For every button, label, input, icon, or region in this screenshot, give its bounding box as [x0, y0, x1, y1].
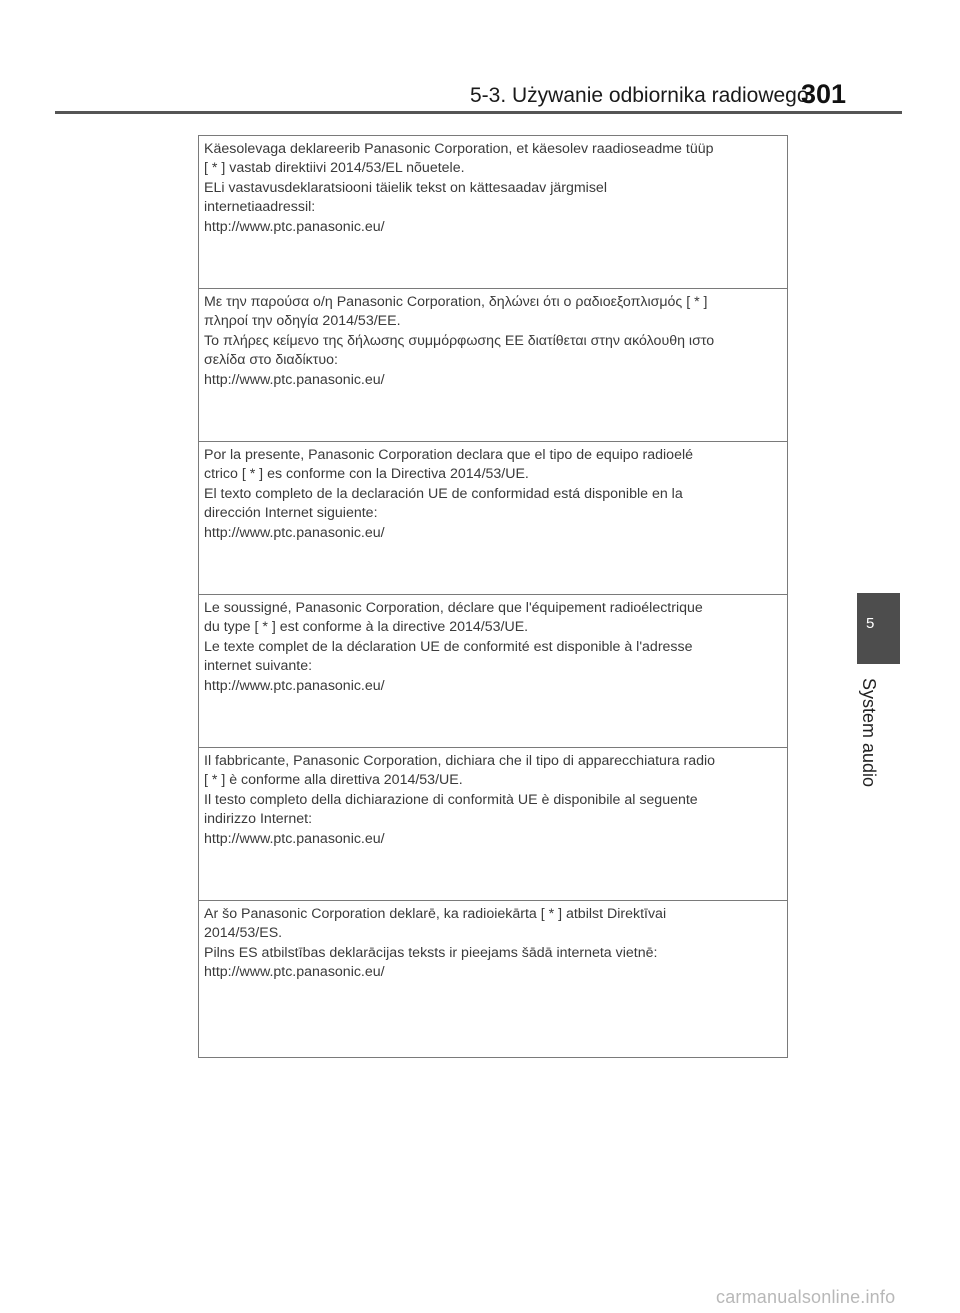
watermark: carmanualsonline.info — [716, 1287, 896, 1307]
page-header-title: 5-3. Używanie odbiornika radiowego — [470, 84, 809, 107]
chapter-number: 5 — [866, 615, 875, 632]
declaration-cell-spanish — [199, 442, 787, 595]
declaration-text: Ar šo Panasonic Corporation deklarē, ka radioiekārta [ * ] atbilst Direktīvai 2014/53/ES. Pilns ES atbilstības deklarācijas teksts ir pieejams šādā interneta vietnē: http://www.ptc.panasonic.eu/ — [204, 906, 667, 981]
page-number: 301 — [801, 79, 847, 109]
declaration-table — [198, 135, 788, 1058]
declaration-text: Le soussigné, Panasonic Corporation, déclare que l'équipement radioélectrique du type [ * ] est conforme à la directive 2014/53/UE. Le texte complet de la déclaration UE de conformité est disponible à l'adresse internet suivante: http://www.ptc.panasonic.eu/ — [204, 600, 703, 694]
chapter-label: System audio — [859, 678, 879, 788]
chapter-tab — [857, 593, 900, 664]
declaration-cell-italian — [199, 748, 787, 901]
declaration-text: Por la presente, Panasonic Corporation declara que el tipo de equipo radioelé ctrico [ * ] es conforme con la Directiva 2014/53/UE. El texto completo de la declaración UE de conformidad está disponible en la dirección Internet siguiente: http://www.ptc.panasonic.eu/ — [204, 447, 694, 541]
declaration-cell-estonian — [199, 136, 787, 289]
header-divider — [55, 111, 902, 114]
declaration-cell-french — [199, 595, 787, 748]
declaration-text: Με την παρούσα ο/η Panasonic Corporation, δηλώνει ότι ο ραδιοεξοπλισμός [ * ] πληροί την οδηγία 2014/53/ΕΕ. Το πλήρες κείμενο της δήλωσης συμμόρφωσης ΕΕ διατίθεται στην ακόλουθη ιστο σελίδα στο διαδίκτυο: http://www.ptc.panasonic.eu/ — [204, 294, 715, 388]
declaration-cell-latvian — [199, 901, 787, 1057]
declaration-text: Käesolevaga deklareerib Panasonic Corporation, et käesolev raadioseadme tüüp [ * ] vastab direktiivi 2014/53/EL nõuetele. ELi vastavusdeklaratsiooni täielik tekst on kättesaadav järgmisel internetiaadressil: http://www.ptc.panasonic.eu/ — [204, 141, 714, 235]
declaration-text: Il fabbricante, Panasonic Corporation, dichiara che il tipo di apparecchiatura radio [ * ] è conforme alla direttiva 2014/53/UE. Il testo completo della dichiarazione di conformità UE è disponibile al seguente indirizzo Internet: http://www.ptc.panasonic.eu/ — [204, 753, 716, 847]
declaration-cell-greek — [199, 289, 787, 442]
